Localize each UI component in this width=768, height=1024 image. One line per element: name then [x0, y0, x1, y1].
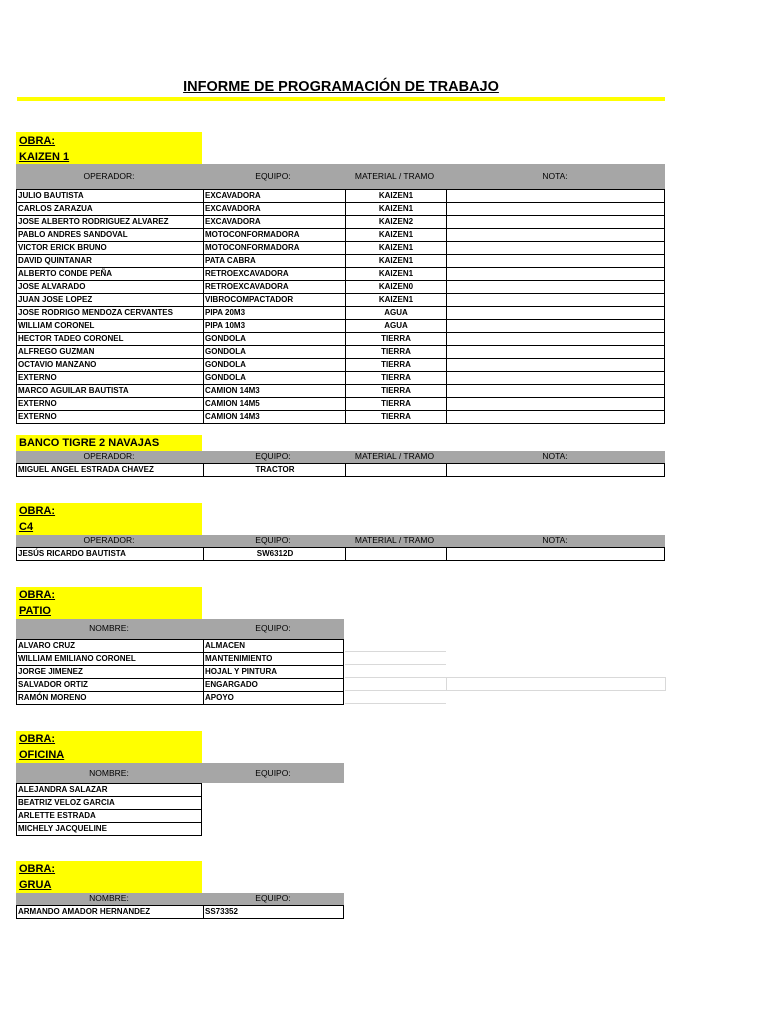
header-material: MATERIAL / TRAMO	[354, 451, 435, 461]
material-cell	[345, 464, 446, 476]
table-row	[16, 640, 344, 653]
cell-gridline	[345, 664, 446, 665]
obra-label: OBRA:	[19, 863, 56, 875]
equipment-cell: HOJAL Y PINTURA	[203, 666, 345, 678]
table-row	[16, 385, 665, 398]
operator-cell: JUAN JOSE LOPEZ	[18, 295, 93, 304]
equipment-cell: SS73352	[203, 906, 345, 918]
note-cell	[446, 346, 666, 358]
note-cell	[446, 203, 666, 215]
material-cell: AGUA	[345, 320, 446, 332]
note-cell	[446, 307, 666, 319]
header-nota: NOTA:	[542, 171, 568, 181]
material-cell: KAIZEN1	[345, 294, 446, 306]
note-cell	[446, 281, 666, 293]
table-row	[16, 320, 665, 333]
obra-label: OBRA:	[19, 589, 56, 601]
operator-cell: ALFREGO GUZMAN	[18, 347, 95, 356]
note-cell	[446, 294, 666, 306]
equipment-cell: EXCAVADORA	[203, 216, 345, 228]
equipment-cell: MOTOCONFORMADORA	[203, 242, 345, 254]
header-equipo: EQUIPO:	[255, 623, 291, 633]
header-equipo: EQUIPO:	[255, 171, 291, 181]
operator-cell: HECTOR TADEO CORONEL	[18, 334, 124, 343]
equipment-cell: CAMION 14M3	[203, 385, 345, 397]
table-row	[16, 784, 202, 797]
equipment-cell: MOTOCONFORMADORA	[203, 229, 345, 241]
equipment-cell: MANTENIMIENTO	[203, 653, 345, 665]
section-label-banco	[16, 435, 202, 451]
material-cell: KAIZEN1	[345, 190, 446, 202]
table-row	[16, 679, 344, 692]
equipment-cell: GONDOLA	[203, 346, 345, 358]
operator-cell: CARLOS ZARAZUA	[18, 204, 93, 213]
material-cell: TIERRA	[345, 372, 446, 384]
cell-gridline	[446, 677, 666, 691]
table-row	[16, 823, 202, 836]
material-cell: TIERRA	[345, 333, 446, 345]
material-cell: KAIZEN2	[345, 216, 446, 228]
operator-cell: EXTERNO	[18, 412, 57, 421]
table-row	[16, 666, 344, 679]
table-row	[16, 307, 665, 320]
operator-cell: JOSE ALBERTO RODRIGUEZ ALVAREZ	[18, 217, 169, 226]
equipment-cell: TRACTOR	[203, 464, 345, 476]
equipment-cell: SW6312D	[203, 548, 345, 560]
table-header	[16, 535, 665, 547]
header-equipo: EQUIPO:	[255, 451, 291, 461]
note-cell	[446, 548, 666, 560]
table-row	[16, 359, 665, 372]
cell-gridline	[345, 677, 446, 678]
header-nombre: NOMBRE:	[89, 893, 129, 903]
section-label-c4	[16, 503, 202, 535]
table-header	[16, 763, 344, 783]
note-cell	[446, 359, 666, 371]
note-cell	[446, 268, 666, 280]
table-row	[16, 906, 344, 919]
banco-table	[16, 463, 665, 477]
table-row	[16, 398, 665, 411]
operator-cell: ALVARO CRUZ	[18, 641, 76, 650]
material-cell: KAIZEN0	[345, 281, 446, 293]
obra-name: OFICINA	[19, 749, 65, 761]
report-title: INFORME DE PROGRAMACIÓN DE TRABAJO	[183, 79, 499, 95]
header-material: MATERIAL / TRAMO	[354, 171, 435, 181]
table-row	[16, 372, 665, 385]
table-row	[16, 229, 665, 242]
material-cell: KAIZEN1	[345, 229, 446, 241]
table-row	[16, 216, 665, 229]
operator-cell: JULIO BAUTISTA	[18, 191, 84, 200]
section-label-kaizen	[16, 132, 202, 164]
operator-cell: DAVID QUINTANAR	[18, 256, 92, 265]
equipment-cell: CAMION 14M3	[203, 411, 345, 423]
section-label-grua	[16, 861, 202, 893]
table-row	[16, 203, 665, 216]
table-row	[16, 797, 202, 810]
table-header	[16, 451, 665, 463]
equipment-cell: RETROEXCAVADORA	[203, 281, 345, 293]
equipment-cell: EXCAVADORA	[203, 203, 345, 215]
obra-label: OBRA:	[19, 733, 56, 745]
note-cell	[446, 242, 666, 254]
banco-name: BANCO TIGRE 2 NAVAJAS	[19, 437, 160, 449]
table-row	[16, 411, 665, 424]
note-cell	[446, 229, 666, 241]
obra-name: PATIO	[19, 605, 51, 617]
header-equipo: EQUIPO:	[255, 535, 291, 545]
table-row	[16, 810, 202, 823]
title-underline	[17, 97, 665, 101]
operator-cell: MIGUEL ANGEL ESTRADA CHAVEZ	[18, 465, 154, 474]
note-cell	[446, 372, 666, 384]
header-equipo: EQUIPO:	[255, 768, 291, 778]
table-row	[16, 346, 665, 359]
header-material: MATERIAL / TRAMO	[354, 535, 435, 545]
operator-cell: ARMANDO AMADOR HERNANDEZ	[18, 907, 151, 916]
cell-gridline	[345, 690, 446, 691]
header-nombre: NOMBRE:	[89, 623, 129, 633]
table-row	[16, 464, 665, 477]
equipment-cell: APOYO	[203, 692, 345, 704]
operator-cell: SALVADOR ORTIZ	[18, 680, 88, 689]
table-row	[16, 692, 344, 705]
material-cell: TIERRA	[345, 411, 446, 423]
table-row	[16, 653, 344, 666]
header-operador: OPERADOR:	[83, 171, 135, 181]
table-row	[16, 190, 665, 203]
equipment-cell: RETROEXCAVADORA	[203, 268, 345, 280]
material-cell: AGUA	[345, 307, 446, 319]
table-row	[16, 255, 665, 268]
cell-gridline	[345, 651, 446, 652]
table-row	[16, 242, 665, 255]
obra-name: GRUA	[19, 879, 52, 891]
header-nombre: NOMBRE:	[89, 768, 129, 778]
operator-cell: JOSE RODRIGO MENDOZA CERVANTES	[18, 308, 173, 317]
operator-cell: JORGE JIMENEZ	[18, 667, 83, 676]
material-cell: KAIZEN1	[345, 255, 446, 267]
operator-cell: WILLIAM CORONEL	[18, 321, 95, 330]
operator-cell: MARCO AGUILAR BAUTISTA	[18, 386, 129, 395]
equipment-cell: GONDOLA	[203, 359, 345, 371]
operator-cell: VICTOR ERICK BRUNO	[18, 243, 107, 252]
operator-cell: RAMÓN MORENO	[18, 693, 87, 702]
operator-cell: JOSE ALVARADO	[18, 282, 86, 291]
material-cell	[345, 548, 446, 560]
note-cell	[446, 190, 666, 202]
grua-table	[16, 905, 344, 919]
table-row	[16, 281, 665, 294]
header-operador: OPERADOR:	[83, 535, 135, 545]
obra-name: KAIZEN 1	[19, 151, 70, 163]
table-row	[16, 268, 665, 281]
table-header	[16, 893, 344, 905]
header-nota: NOTA:	[542, 451, 568, 461]
material-cell: KAIZEN1	[345, 268, 446, 280]
equipment-cell: ENGARGADO	[203, 679, 345, 691]
note-cell	[446, 385, 666, 397]
note-cell	[446, 398, 666, 410]
operator-cell: EXTERNO	[18, 373, 57, 382]
header-nota: NOTA:	[542, 535, 568, 545]
operator-cell: WILLIAM EMILIANO CORONEL	[18, 654, 136, 663]
operator-cell: JESÚS RICARDO BAUTISTA	[18, 549, 126, 558]
equipment-cell: GONDOLA	[203, 372, 345, 384]
operator-cell: OCTAVIO MANZANO	[18, 360, 97, 369]
equipment-cell: ALMACEN	[203, 640, 345, 652]
operator-cell: EXTERNO	[18, 399, 57, 408]
material-cell: TIERRA	[345, 346, 446, 358]
note-cell	[446, 320, 666, 332]
material-cell: KAIZEN1	[345, 242, 446, 254]
obra-label: OBRA:	[19, 505, 56, 517]
section-label-oficina	[16, 731, 202, 763]
note-cell	[446, 333, 666, 345]
kaizen-table	[16, 189, 665, 424]
oficina-table	[16, 783, 202, 836]
material-cell: TIERRA	[345, 398, 446, 410]
operator-cell: MICHELY JACQUELINE	[18, 824, 107, 833]
patio-table	[16, 639, 344, 705]
equipment-cell: EXCAVADORA	[203, 190, 345, 202]
table-row	[16, 294, 665, 307]
equipment-cell: PATA CABRA	[203, 255, 345, 267]
equipment-cell: PIPA 20M3	[203, 307, 345, 319]
note-cell	[446, 216, 666, 228]
equipment-cell: PIPA 10M3	[203, 320, 345, 332]
equipment-cell: GONDOLA	[203, 333, 345, 345]
section-label-patio	[16, 587, 202, 619]
obra-label: OBRA:	[19, 135, 56, 147]
table-header	[16, 164, 665, 189]
note-cell	[446, 464, 666, 476]
table-row	[16, 548, 665, 561]
operator-cell: ARLETTE ESTRADA	[18, 811, 96, 820]
material-cell: TIERRA	[345, 385, 446, 397]
note-cell	[446, 411, 666, 423]
table-row	[16, 333, 665, 346]
c4-table	[16, 547, 665, 561]
obra-name: C4	[19, 521, 34, 533]
material-cell: KAIZEN1	[345, 203, 446, 215]
operator-cell: PABLO ANDRES SANDOVAL	[18, 230, 128, 239]
equipment-cell: VIBROCOMPACTADOR	[203, 294, 345, 306]
header-equipo: EQUIPO:	[255, 893, 291, 903]
operator-cell: ALEJANDRA SALAZAR	[18, 785, 108, 794]
cell-gridline	[345, 703, 446, 704]
note-cell	[446, 255, 666, 267]
material-cell: TIERRA	[345, 359, 446, 371]
operator-cell: ALBERTO CONDE PEÑA	[18, 269, 113, 278]
header-operador: OPERADOR:	[83, 451, 135, 461]
operator-cell: BEATRIZ VELOZ GARCIA	[18, 798, 115, 807]
equipment-cell: CAMION 14M5	[203, 398, 345, 410]
table-header	[16, 619, 344, 639]
